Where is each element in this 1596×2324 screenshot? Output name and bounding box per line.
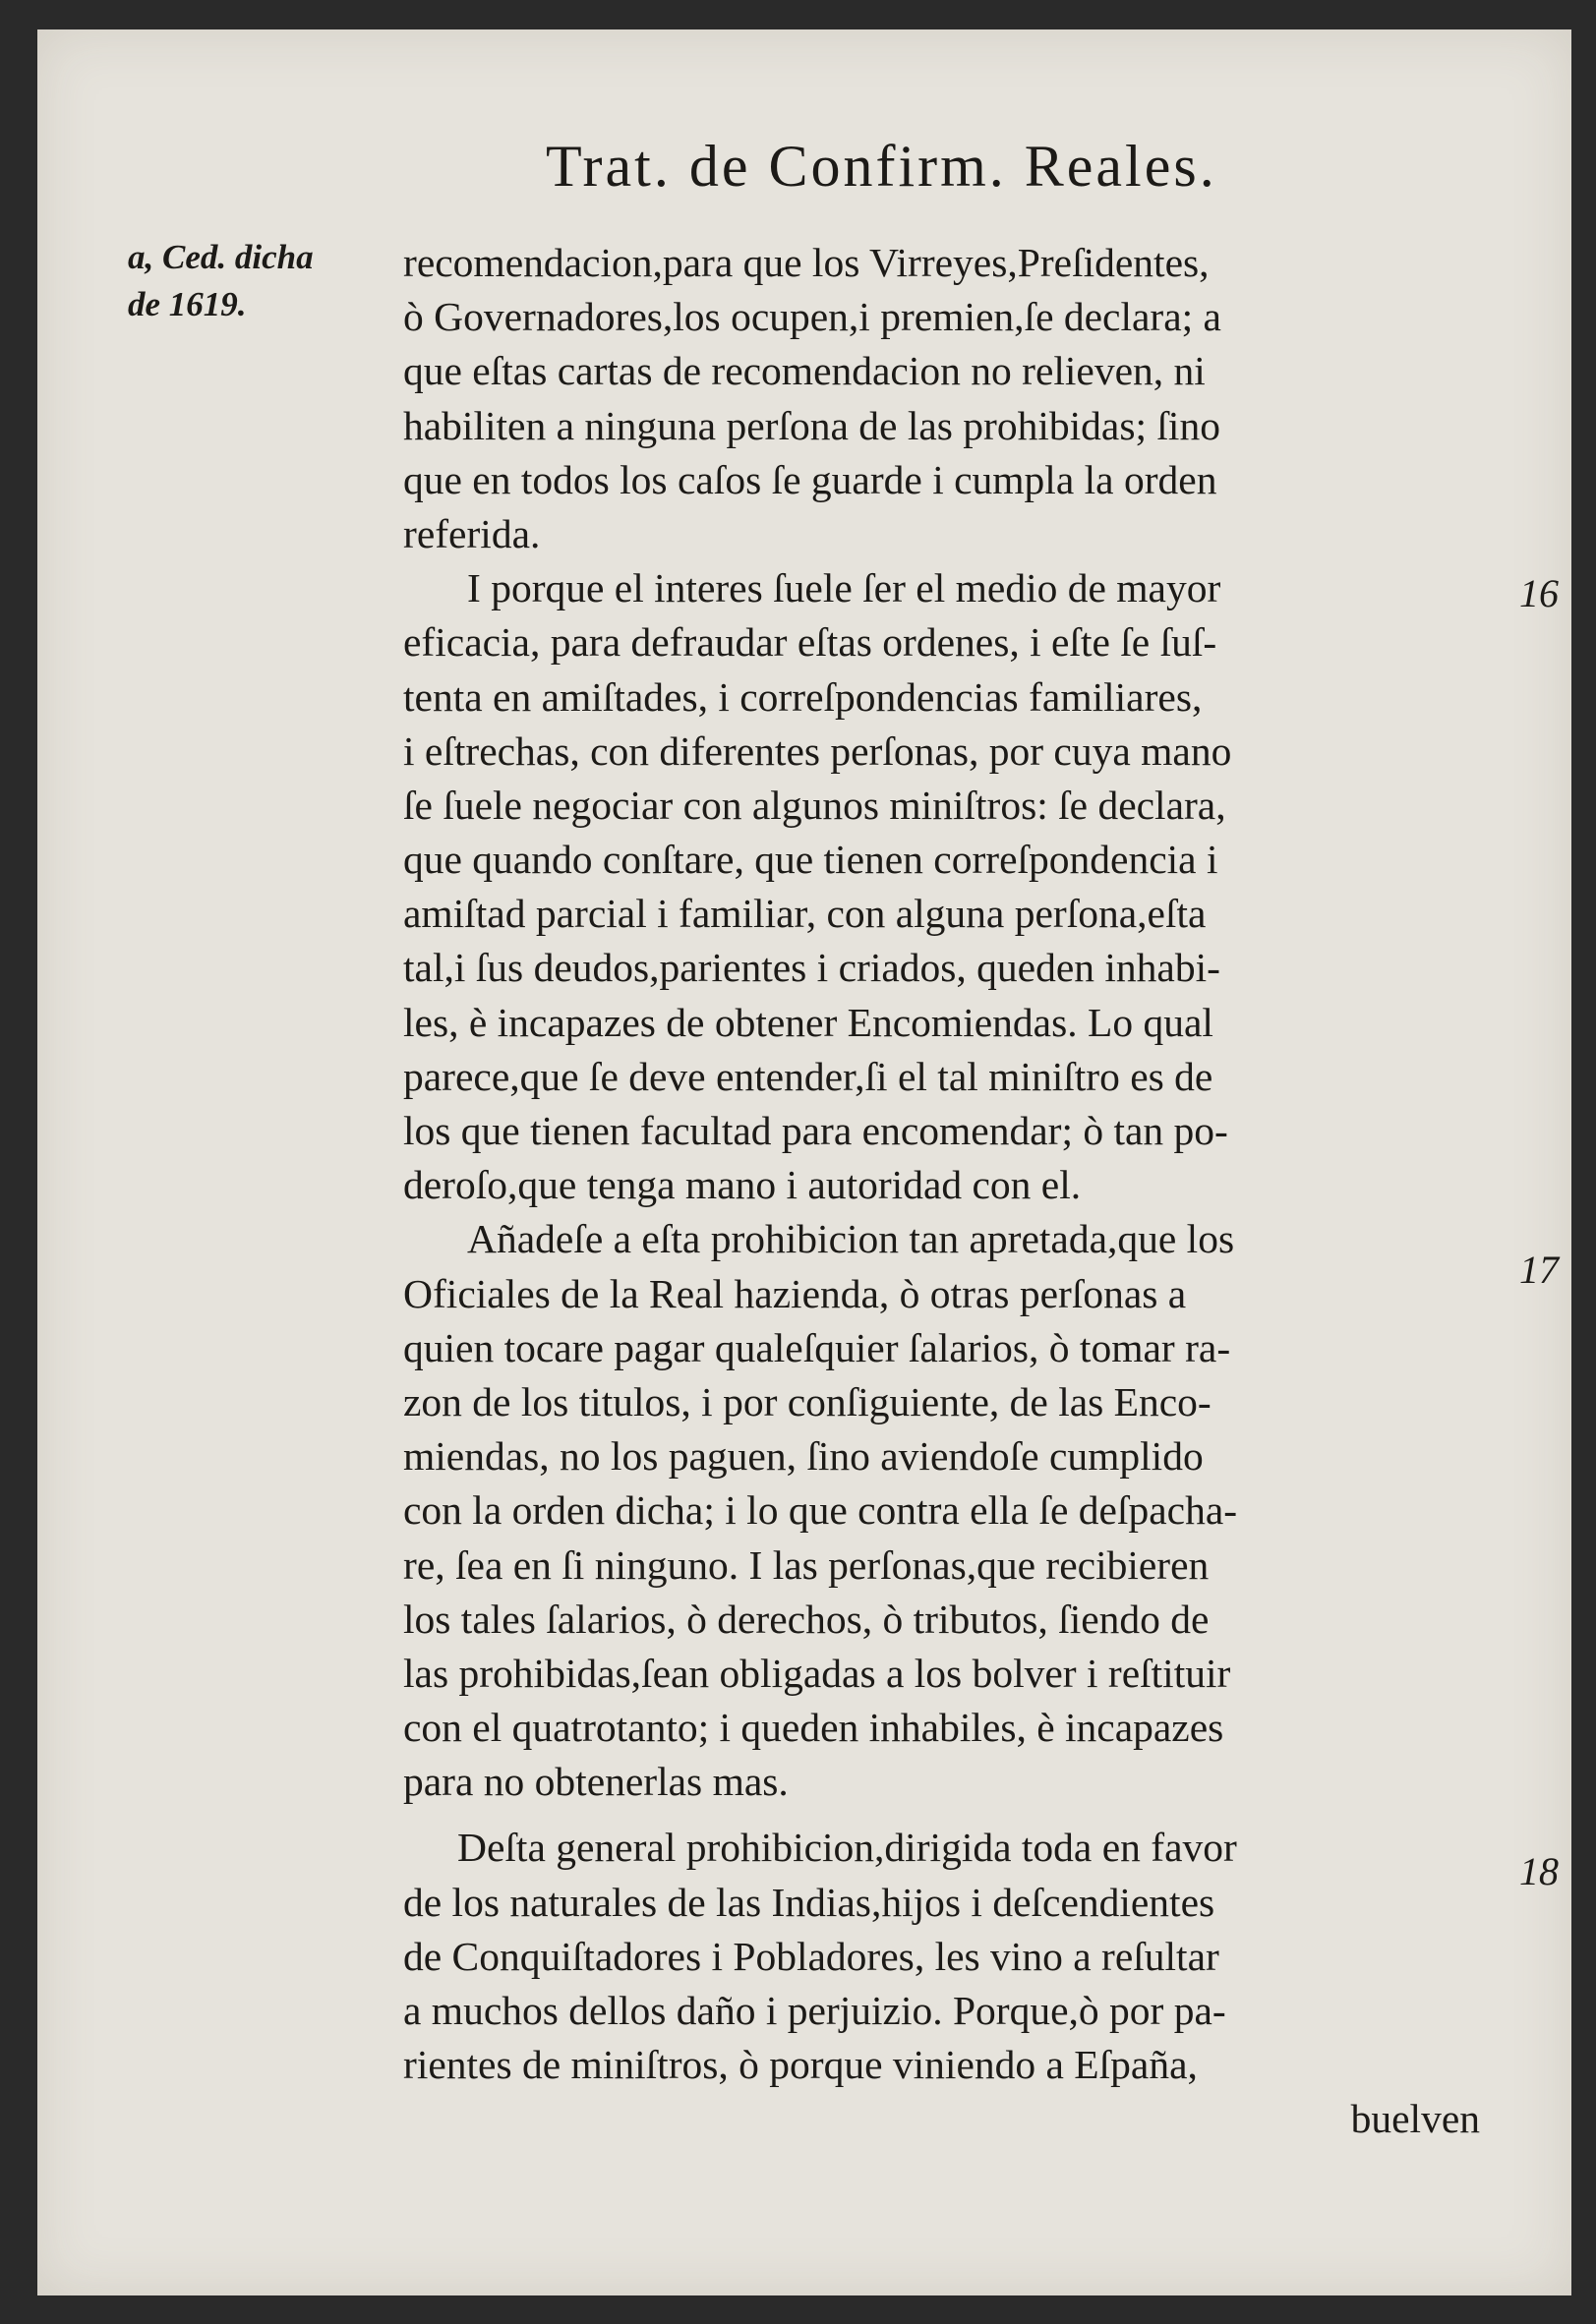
text-line: con la orden dicha; i lo que contra ella ſe deſpacha-	[403, 1487, 1238, 1534]
section-number: 18	[1519, 1849, 1559, 1893]
text-line: les, è incapazes de obtener Encomiendas. Lo qual	[403, 999, 1213, 1045]
text-line: las prohibidas,ſean obligadas a los bolver i reſtituir	[403, 1650, 1231, 1696]
text-line: recomendacion,para que los Virreyes,Preſidentes,	[403, 240, 1210, 285]
text-line: rientes de miniſtros, ò porque viniendo a Eſpaña,	[403, 2042, 1198, 2088]
text-line: amiſtad parcial i familiar, con alguna perſona,eſta	[403, 891, 1207, 937]
text-line: referida.	[403, 510, 541, 556]
text-line: que en todos los caſos ſe guarde i cumpla la orden	[403, 456, 1217, 502]
text-line: que quando conſtare, que tienen correſpondencia i	[403, 837, 1218, 883]
text-line: miendas, no los paguen, ſino aviendoſe cumplido	[403, 1433, 1204, 1480]
text-line: Oficiales de la Real hazienda, ò otras perſonas a	[403, 1270, 1187, 1316]
text-line: I porque el interes ſuele ſer el medio de mayor	[467, 565, 1221, 611]
section-number: 17	[1519, 1248, 1559, 1292]
page-header: Trat. de Confirm. Reales.	[546, 134, 1217, 199]
text-line: a muchos dellos daño i perjuizio. Porque,ò por pa-	[403, 1988, 1226, 2033]
text-line: quien tocare pagar qualeſquier ſalarios, ò tomar ra-	[403, 1324, 1231, 1370]
text-line: re, ſea en ſi ninguno. I las perſonas,que recibieren	[403, 1541, 1210, 1588]
text-line: de Conquiſtadores i Pobladores, les vino a reſultar	[403, 1933, 1219, 1979]
text-line: parece,que ſe deve entender,ſi el tal miniſtro es de	[403, 1053, 1213, 1099]
margin-note-line: de 1619.	[128, 285, 247, 323]
body-text	[403, 236, 1500, 2147]
text-line: eficacia, para defraudar eſtas ordenes, i eſte ſe ſuſ-	[403, 619, 1217, 666]
text-line: con el quatrotanto; i queden inhabiles, è incapazes	[403, 1705, 1224, 1751]
text-line: que eſtas cartas de recomendacion no relieven, ni	[403, 348, 1206, 394]
text-line: habiliten a ninguna perſona de las prohibidas; ſino	[403, 402, 1220, 448]
text-line: los que tienen facultad para encomendar; ò tan po-	[403, 1108, 1228, 1153]
text-line: deroſo,que tenga mano i autoridad con el.	[403, 1162, 1082, 1208]
text-line: Deſta general prohibicion,dirigida toda en favor	[457, 1825, 1237, 1871]
text-line: tal,i ſus deudos,parientes i criados, queden inhabi-	[403, 945, 1220, 991]
text-line: los tales ſalarios, ò derechos, ò tributos, ſiendo de	[403, 1596, 1210, 1642]
text-line: para no obtenerlas mas.	[403, 1759, 789, 1805]
catchword: buelven	[1350, 2096, 1480, 2142]
text-line: de los naturales de las Indias,hijos i deſcendientes	[403, 1879, 1215, 1925]
text-line: ò Governadores,los ocupen,i premien,ſe declara; a	[403, 294, 1221, 340]
text-line: zon de los titulos, i por conſiguiente, de las Enco-	[403, 1378, 1212, 1424]
text-line: tenta en amiſtades, i correſpondencias familiares,	[403, 673, 1203, 720]
margin-note-line: a, Ced. dicha	[128, 238, 314, 276]
text-line: i eſtrechas, con diferentes perſonas, por cuya mano	[403, 727, 1232, 774]
margin-note	[128, 234, 413, 328]
section-number: 16	[1519, 571, 1559, 615]
text-line: Añadeſe a eſta prohibicion tan apretada,que los	[467, 1216, 1235, 1262]
text-line: ſe ſuele negociar con algunos miniſtros: ſe declara,	[403, 782, 1226, 828]
